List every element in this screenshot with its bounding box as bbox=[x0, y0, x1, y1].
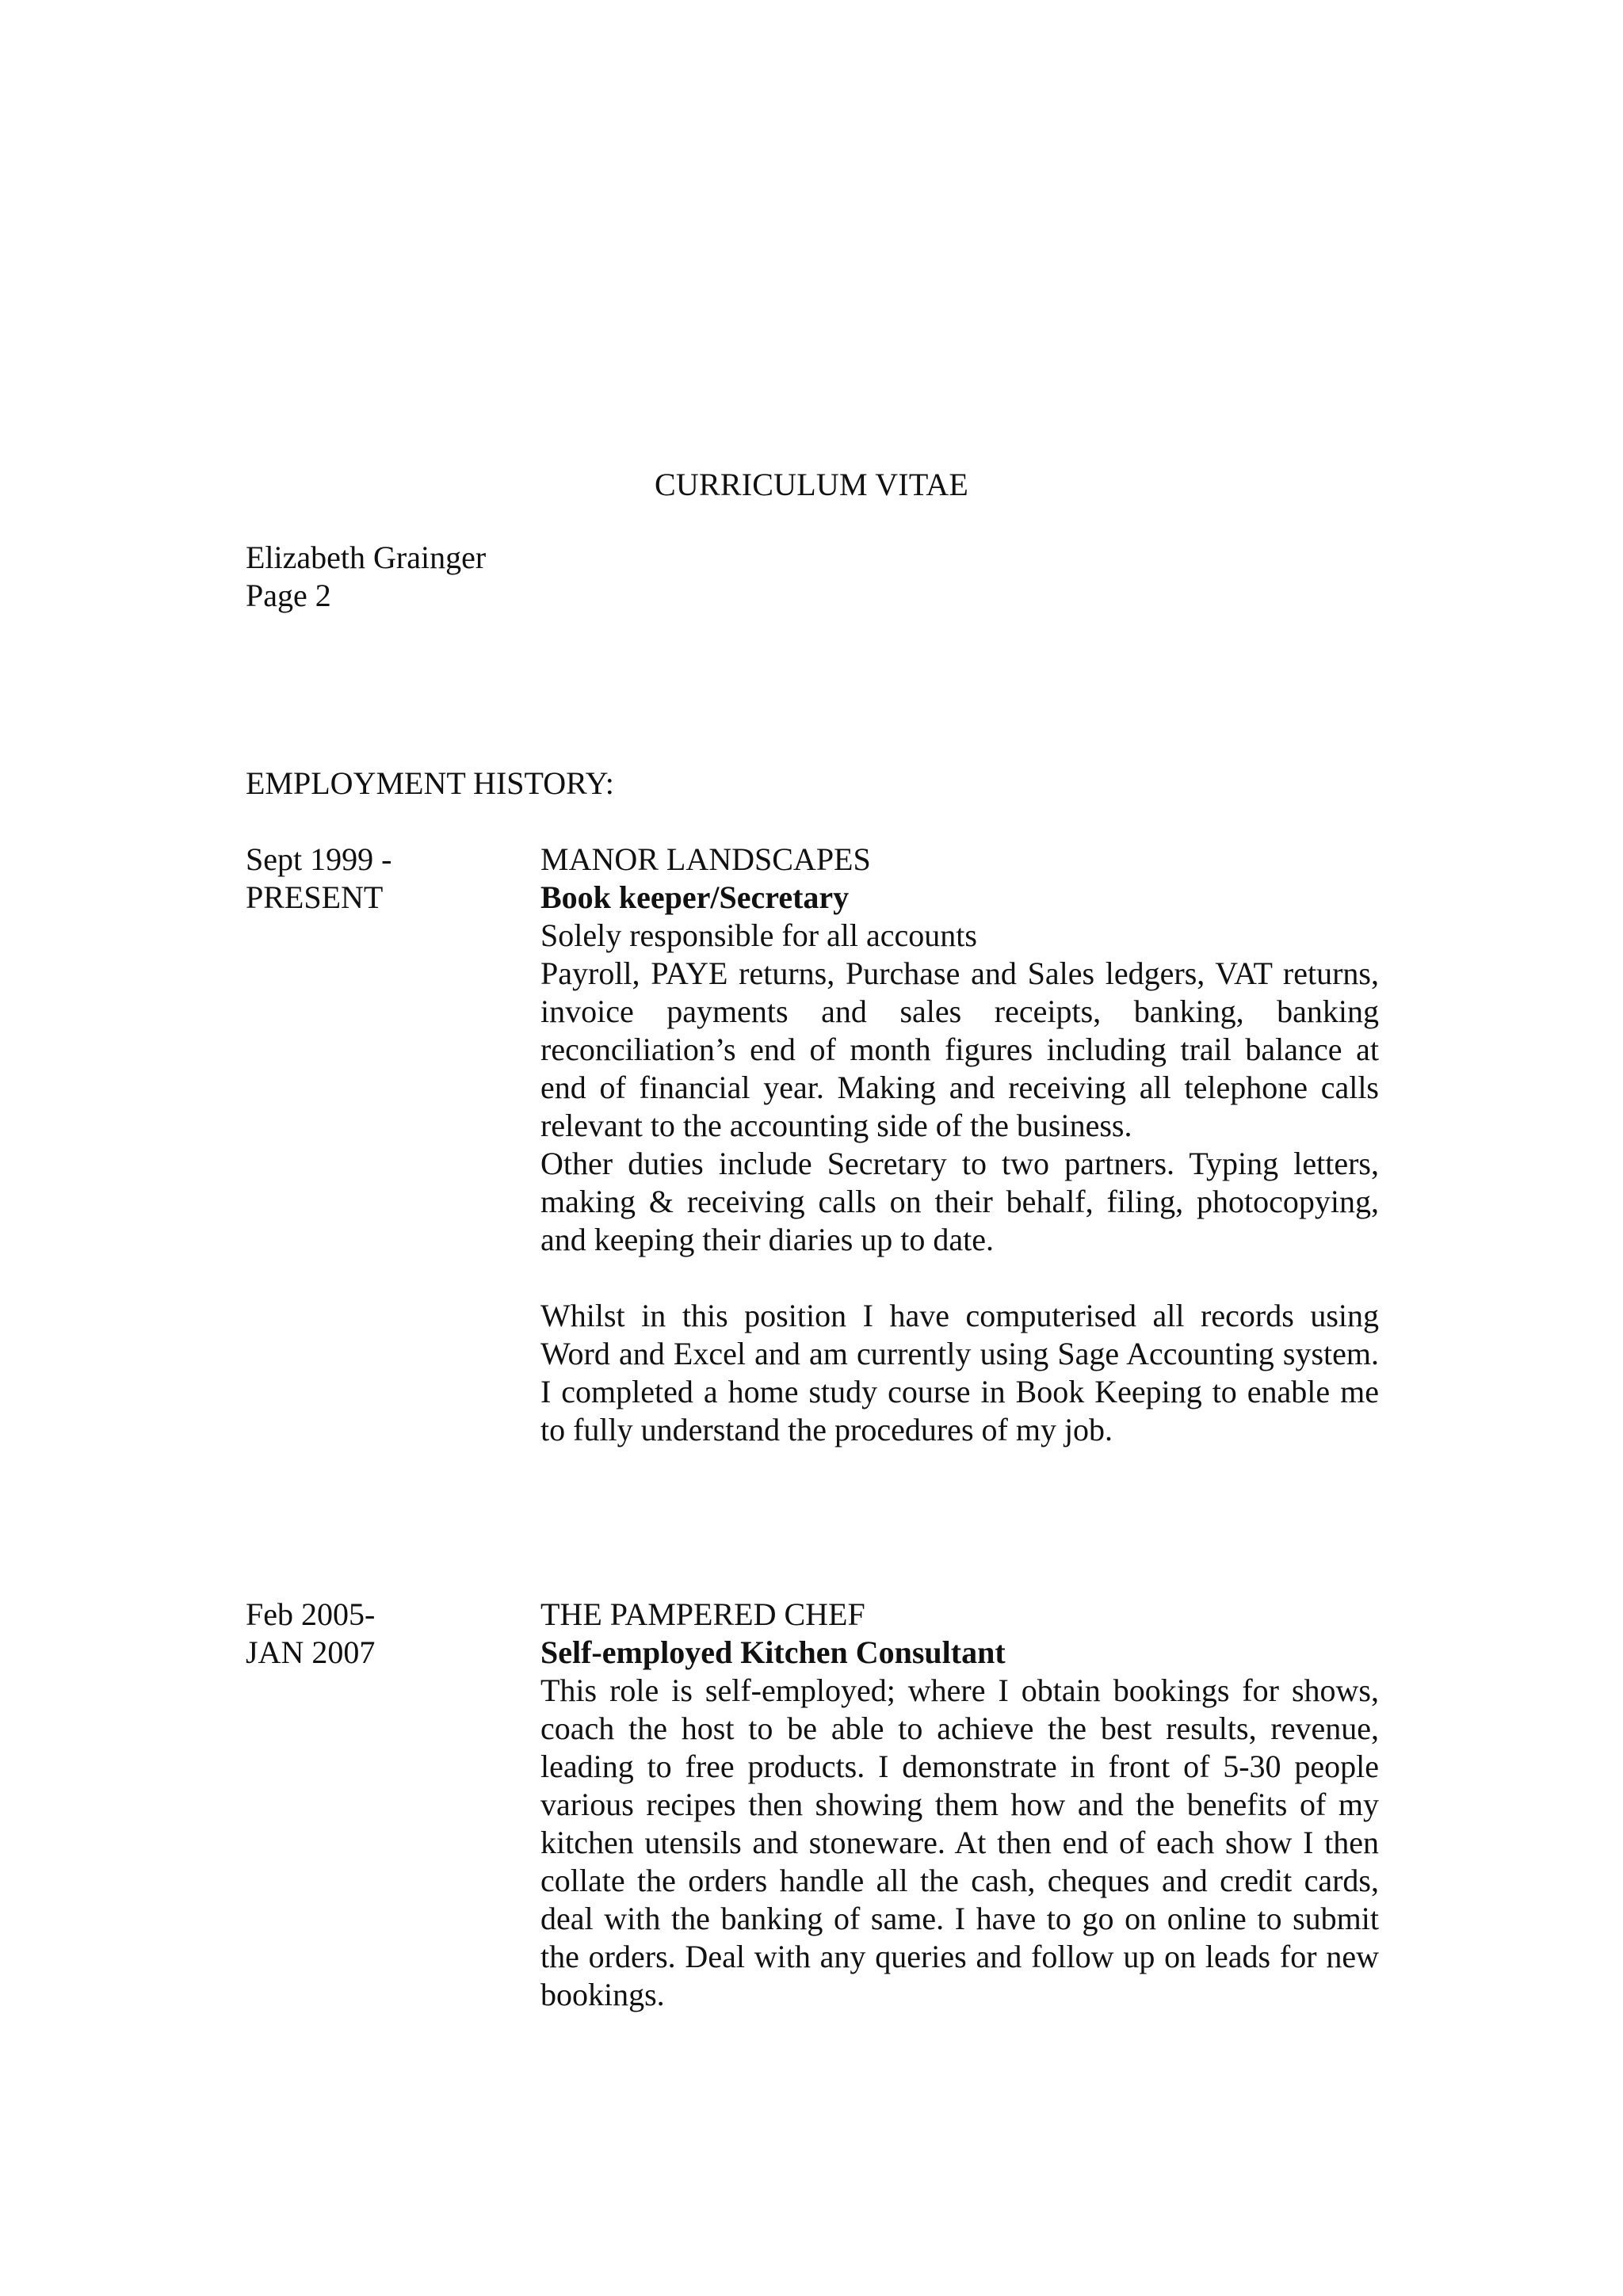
job-role: Self-employed Kitchen Consultant bbox=[540, 1634, 1006, 1670]
job-paragraph: This role is self-employed; where I obtain bookings for shows, coach the host to be able to achieve the best results, revenue, leading to free products. I demonstrate in front of 5-30 people various recipes then showing them how and the benefits of my kitchen utensils and stoneware. At then end of each show I then collate the orders handle all the cash, cheques and credit cards, deal with the banking of same. I have to go on online to submit the orders. Deal with any queries and follow up on leads for new bookings. bbox=[540, 1672, 1379, 2012]
job-dates bbox=[246, 841, 531, 917]
job-paragraph: Payroll, PAYE returns, Purchase and Sales ledgers, VAT returns, invoice payments and sales receipts, banking, banking reconciliation’s end of month figures including trail balance at end of financial year. Making and receiving all telephone calls relevant to the accounting side of the business. bbox=[540, 955, 1379, 1143]
job-date-start: Sept 1999 - bbox=[246, 841, 392, 877]
job-details bbox=[540, 1596, 1379, 2014]
document-title: CURRICULUM VITAE bbox=[655, 467, 968, 502]
paragraph-spacer bbox=[540, 1259, 1379, 1297]
candidate-name: Elizabeth Grainger bbox=[246, 540, 487, 575]
job-date-start: Feb 2005- bbox=[246, 1596, 376, 1632]
job-employer: MANOR LANDSCAPES bbox=[540, 841, 871, 877]
job-paragraph: Other duties include Secretary to two partners. Typing letters, making & receiving calls on their behalf, filing, photocopying, and keeping their diaries up to date. bbox=[540, 1146, 1379, 1257]
job-paragraph: Whilst in this position I have computerised all records using Word and Excel and am currently using Sage Accounting system. I completed a home study course in Book Keeping to enable me to fully understand the procedures of my job. bbox=[540, 1298, 1379, 1447]
job-date-end: PRESENT bbox=[246, 879, 384, 915]
job-details bbox=[540, 841, 1379, 1449]
page-number: Page 2 bbox=[246, 578, 331, 613]
job-date-end: JAN 2007 bbox=[246, 1634, 376, 1670]
job-dates bbox=[246, 1596, 531, 1672]
header-block bbox=[246, 539, 486, 615]
job-role: Book keeper/Secretary bbox=[540, 879, 850, 915]
job-employer: THE PAMPERED CHEF bbox=[540, 1596, 865, 1632]
job-paragraph: Solely responsible for all accounts bbox=[540, 917, 977, 953]
section-heading-employment: EMPLOYMENT HISTORY: bbox=[246, 765, 614, 801]
